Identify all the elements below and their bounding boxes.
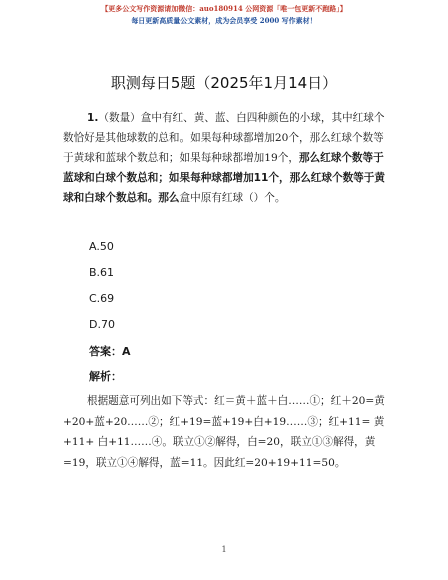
option-b: B.61 xyxy=(89,266,115,279)
option-d: D.70 xyxy=(89,318,115,331)
question-part3: 盒中原有红球（）个。 xyxy=(179,192,286,204)
question-part2: 那么红球个数等于蓝球和白球个数总和；如果每种球都增加11个，那么红球个数等于黄球和白球个数总和。那么 xyxy=(63,152,385,204)
page-number: 1 xyxy=(221,545,227,554)
question-text xyxy=(63,108,385,208)
analysis-text: 根据题意可列出如下等式：红＝黄＋蓝＋白……①；红＋20=黄+20+蓝+20……②；红+19=蓝+19+白+19……③；红+11= 黄+11+ 白+11……④。联立①②解得，白=20，联立①③解得，黄=19，联立①④解得，蓝=11。因此红=20+19+11=50。 xyxy=(63,395,385,469)
analysis-label: 解析： xyxy=(89,370,122,383)
page-title: 职测每日5题（2025年1月14日） xyxy=(110,74,338,92)
option-a: A.50 xyxy=(89,240,114,253)
question-number: 1. xyxy=(87,112,99,124)
question-part1: （数量）盒中有红、黄、蓝、白四种颜色的小球，其中红球个数恰好是其他球数的总和。如果每种球都增加20个，那么红球个数等于黄球和蓝球个数总和；如果每种球都增加19个， xyxy=(63,112,385,164)
answer-text: 答案：A xyxy=(89,345,131,358)
promo-banner-line2: 每日更新高质量公文素材，成为会员享受 2000 写作素材！ xyxy=(131,16,317,25)
option-c: C.69 xyxy=(89,292,115,305)
promo-banner-line1: 【更多公文写作资源请加微信：auo180914 公网资源「唯一包更新不跑路」】 xyxy=(101,4,347,13)
